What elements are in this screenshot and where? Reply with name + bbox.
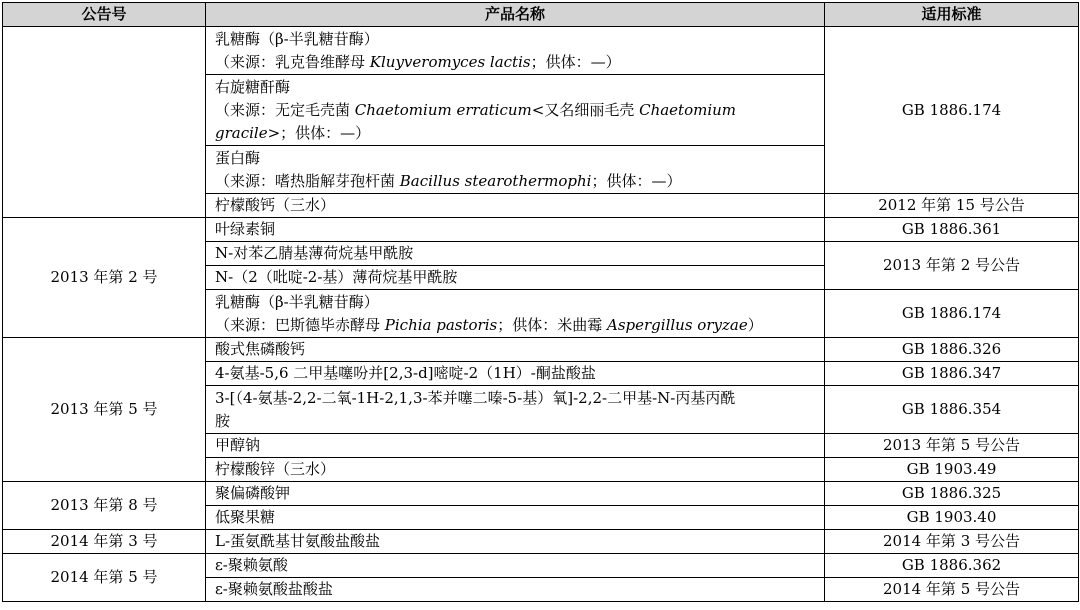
standard-cell: 2014 年第 3 号公告 [825,530,1079,554]
product-name-line [215,291,820,314]
standard-cell: GB 1886.326 [825,338,1079,362]
latin-species-name: Bacillus stearothermophi [399,171,592,190]
product-name-text: （来源：巴斯德毕赤酵母 [215,315,385,334]
product-name-text: 4-氨基-5,6 二甲基噻吩并[2,3-d]嘧啶-2（1H）-酮盐酸盐 [215,364,596,382]
header-announcement: 公告号 [3,3,206,27]
standard-cell: 2013 年第 2 号公告 [825,242,1079,290]
product-cell [206,506,825,530]
product-cell [206,242,825,266]
product-name-text: 叶绿素铜 [215,220,276,238]
announcement-cell: 2013 年第 5 号 [3,338,206,482]
product-name-text: L-蛋氨酰基甘氨酸盐酸盐 [215,532,381,550]
product-cell [206,482,825,506]
product-name-text: ε-聚赖氨酸盐酸盐 [215,580,333,598]
standard-cell: GB 1903.40 [825,506,1079,530]
product-name-line [215,387,820,410]
product-cell [206,146,825,194]
product-name-line [215,410,820,433]
latin-species-name: Chaetomium [639,100,737,119]
table-row [3,530,1079,554]
latin-species-name: Chaetomium erraticum [354,100,532,119]
product-cell [206,194,825,218]
product-cell [206,266,825,290]
latin-species-name: Kluyveromyces lactis [369,52,531,71]
table-row [3,218,1079,242]
product-name-line [215,170,820,193]
standard-cell: GB 1886.174 [825,290,1079,338]
product-cell [206,75,825,146]
product-cell [206,338,825,362]
standard-cell: GB 1886.174 [825,27,1079,194]
product-cell [206,290,825,338]
latin-species-name: Pichia pastoris [384,315,498,334]
product-cell [206,362,825,386]
standard-cell: 2013 年第 5 号公告 [825,434,1079,458]
product-name-text: 蛋白酶 [215,148,261,167]
additive-standards-table [2,2,1079,602]
product-name-text: N-对苯乙腈基薄荷烷基甲酰胺 [215,244,414,262]
announcement-cell: 2014 年第 5 号 [3,554,206,602]
product-name-text: <又名细丽毛壳 [531,100,640,119]
product-cell [206,218,825,242]
header-row [3,3,1079,27]
product-name-line [215,28,820,51]
product-cell [206,578,825,602]
standard-cell: GB 1886.325 [825,482,1079,506]
latin-species-name: Aspergillus oryzae [607,315,748,334]
product-name-line [215,482,820,505]
product-name-text: 右旋糖酐酶 [215,77,291,96]
product-name-text: 甲醇钠 [215,436,261,454]
product-name-text: ；供体：米曲霉 [497,315,607,334]
standard-cell: GB 1886.347 [825,362,1079,386]
table-row [3,27,1079,75]
table-row [3,338,1079,362]
standard-cell: GB 1886.362 [825,554,1079,578]
product-name-text: 乳糖酶（β-半乳糖苷酶） [215,292,379,311]
product-name-text: >；供体：—） [267,123,371,142]
product-cell [206,458,825,482]
product-cell [206,554,825,578]
product-name-line [215,218,820,241]
header-product: 产品名称 [206,3,825,27]
standard-cell: GB 1903.49 [825,458,1079,482]
product-name-line [215,458,820,481]
product-name-text: （来源：乳克鲁维酵母 [215,52,370,71]
product-name-text: 胺 [215,411,231,430]
standard-cell: GB 1886.361 [825,218,1079,242]
standard-cell: GB 1886.354 [825,386,1079,434]
table-row [3,482,1079,506]
product-name-line [215,314,820,337]
product-name-text: 柠檬酸锌（三水） [215,460,336,478]
product-name-text: （来源：无定毛壳菌 [215,100,355,119]
product-name-text: 低聚果糖 [215,508,276,526]
product-name-text: N-（2（吡啶-2-基）薄荷烷基甲酰胺 [215,268,458,286]
product-name-text: ） [747,315,763,334]
table-row [3,554,1079,578]
announcement-cell: 2014 年第 3 号 [3,530,206,554]
announcement-cell: 2013 年第 2 号 [3,218,206,338]
announcement-cell [3,27,206,218]
product-name-text: （来源：嗜热脂解芽孢杆菌 [215,171,400,190]
standard-cell: 2014 年第 5 号公告 [825,578,1079,602]
product-name-line [215,266,820,289]
product-name-text: 柠檬酸钙（三水） [215,196,336,214]
product-name-text: ；供体：—） [591,171,682,190]
product-name-line [215,51,820,74]
product-name-text: ε-聚赖氨酸 [215,556,288,574]
product-name-line [215,99,820,122]
product-name-text: 3-[（4-氨基-2,2-二氧-1H-2,1,3-苯并噻二嗪-5-基）氧]-2,2-二甲基-N-丙基丙酰 [215,388,736,407]
header-standard: 适用标准 [825,3,1079,27]
product-name-line [215,554,820,577]
latin-species-name: gracile [215,123,268,142]
product-name-text: 酸式焦磷酸钙 [215,340,306,358]
product-name-line [215,147,820,170]
product-name-line [215,434,820,457]
product-name-line [215,76,820,99]
product-cell [206,434,825,458]
announcement-cell: 2013 年第 8 号 [3,482,206,530]
standard-cell: 2012 年第 15 号公告 [825,194,1079,218]
product-cell [206,27,825,75]
product-name-line [215,362,820,385]
product-name-line [215,194,820,217]
table-body [3,27,1079,602]
product-name-line [215,242,820,265]
product-name-text: ；供体：—） [530,52,621,71]
product-name-line [215,506,820,529]
product-name-text: 聚偏磷酸钾 [215,484,291,502]
product-name-line [215,530,820,553]
product-name-text: 乳糖酶（β-半乳糖苷酶） [215,29,379,48]
product-name-line [215,122,820,145]
product-cell [206,530,825,554]
product-name-line [215,338,820,361]
product-cell [206,386,825,434]
product-name-line [215,578,820,601]
